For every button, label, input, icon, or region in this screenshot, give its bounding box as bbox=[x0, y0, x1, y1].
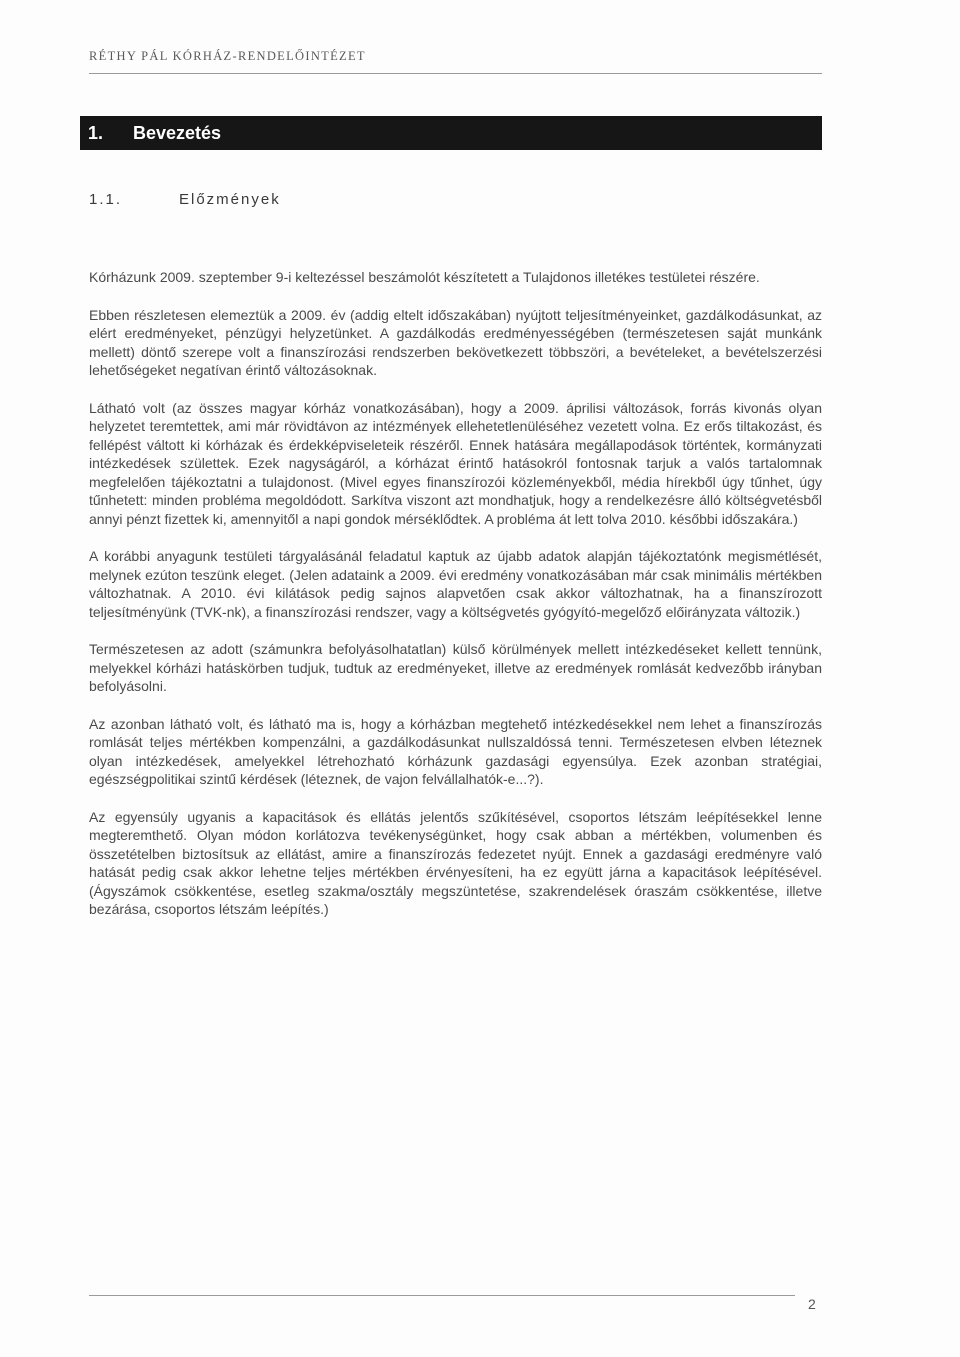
section-heading bbox=[89, 191, 281, 208]
paragraph: Kórházunk 2009. szeptember 9-i keltezéssel beszámolót készítetett a Tulajdonos illetékes testületei részére. bbox=[89, 269, 760, 285]
paragraph: Látható volt (az összes magyar kórház vonatkozásában), hogy a 2009. áprilisi változások, forrás kivonás olyan helyzetet teremtettek, ami már rövidtávon az intézmények ellehetetlenüléséhez vezetett volna. Ez erős tiltakozást, és fellépést váltott ki kórházak és érdekképviseleteik részéről. Ennek hatására megállapodások történtek, kormányzati intézkedések születtek. Ezek nagyságáról, a kórházat érintő hatásokról fontosnak tarjuk a valós tartalomnak megfelelően tájékoztatni a tulajdonost. (Mivel egyes finanszírozói közleményekből, média hírekből úgy tűnhet, úgy tűnhetett: minden probléma megoldódott. Sarkítva viszont azt mondhatjuk, hogy a rendelkezésre álló költségvetésből annyi pénzt fizettek ki, amennyitől a napi gondok mérséklődtek. A probléma át lett tolva 2010. későbbi időszakára.) bbox=[89, 399, 822, 527]
chapter-heading bbox=[80, 116, 822, 150]
section-number: 1.1. bbox=[89, 191, 123, 208]
chapter-title: Bevezetés bbox=[133, 123, 222, 143]
chapter-number: 1. bbox=[88, 123, 104, 143]
footer-rule bbox=[89, 1295, 795, 1296]
section-title: Előzmények bbox=[179, 191, 281, 208]
header-rule bbox=[89, 73, 822, 74]
paragraph: A korábbi anyagunk testületi tárgyalásánál feladatul kaptuk az újabb adatok alapján tájékoztatónk megismétlését, melynek ezúton teszünk eleget. (Jelen adataink a 2009. évi eredmény vonatkozásában már csak minimális mértékben változhatnak. A 2010. évi kilátások pedig sajnos alapvetően csak akkor változhatnak, ha a finanszírozott teljesítményünk (TVK-nk), a finanszírozási rendszer, vagy a költségvetés gyógyító-megelőző előirányzata változik.) bbox=[89, 548, 822, 620]
paragraph: Ebben részletesen elemeztük a 2009. év (addig eltelt időszakában) nyújtott teljesítményeinket, gazdálkodásunkat, az elért eredményeket, pénzügyi helyzetünket. A gazdálkodás eredményességében (természetesen saját munkánk mellett) döntő szerepe volt a finanszírozási rendszerben bekövetkezett többszöri, a bevételeket, a bevételszerzési lehetőségeket negatívan érintő változásoknak. bbox=[89, 306, 822, 378]
paragraph: Természetesen az adott (számunkra befolyásolhatatlan) külső körülmények mellett intézkedéseket kellett tennünk, melyekkel kórházi hatáskörben tudjuk, tudtuk az eredményeket, illetve az eredmények romlását kedvezőbb irányban befolyásolni. bbox=[89, 641, 822, 694]
paragraph: Az azonban látható volt, és látható ma is, hogy a kórházban megtehető intézkedésekkel nem lehet a finanszírozás romlását teljes mértékben kompenzálni, a gazdálkodásunkat nullszaldóssá tenni. Természetesen elvben léteznek olyan intézkedések, amelyekkel létrehozható kórházunk gazdasági egyensúlya. Ezek azonban stratégiai, egészségpolitikai szintű kérdések (léteznek, de vajon felvállalhatók-e...?). bbox=[89, 715, 822, 787]
paragraph: Az egyensúly ugyanis a kapacitások és ellátás jelentős szűkítésével, csoportos létszám leépítésekkel lenne megteremthető. Olyan módon korlátozva tevékenységünket, hogy csak abban a mértékben, volumenben és összetételben biztosítsuk az ellátást, amire a finanszírozás fedezetet nyújt. Ennek a gazdasági eredményre való hatását pedig csak akkor lehetne teljes mértékben érvényesíteni, ha ez együtt járna a kapacitások leépítésével. (Ágyszámok csökkentése, esetleg szakma/osztály megszüntetése, szakrendelések óraszám csökkentése, illetve bezárása, csoportos létszám leépítés.) bbox=[89, 808, 822, 917]
running-header: RÉTHY PÁL KÓRHÁZ-RENDELŐINTÉZET bbox=[89, 49, 366, 63]
page-number: 2 bbox=[808, 1296, 816, 1312]
body-text bbox=[89, 268, 822, 938]
